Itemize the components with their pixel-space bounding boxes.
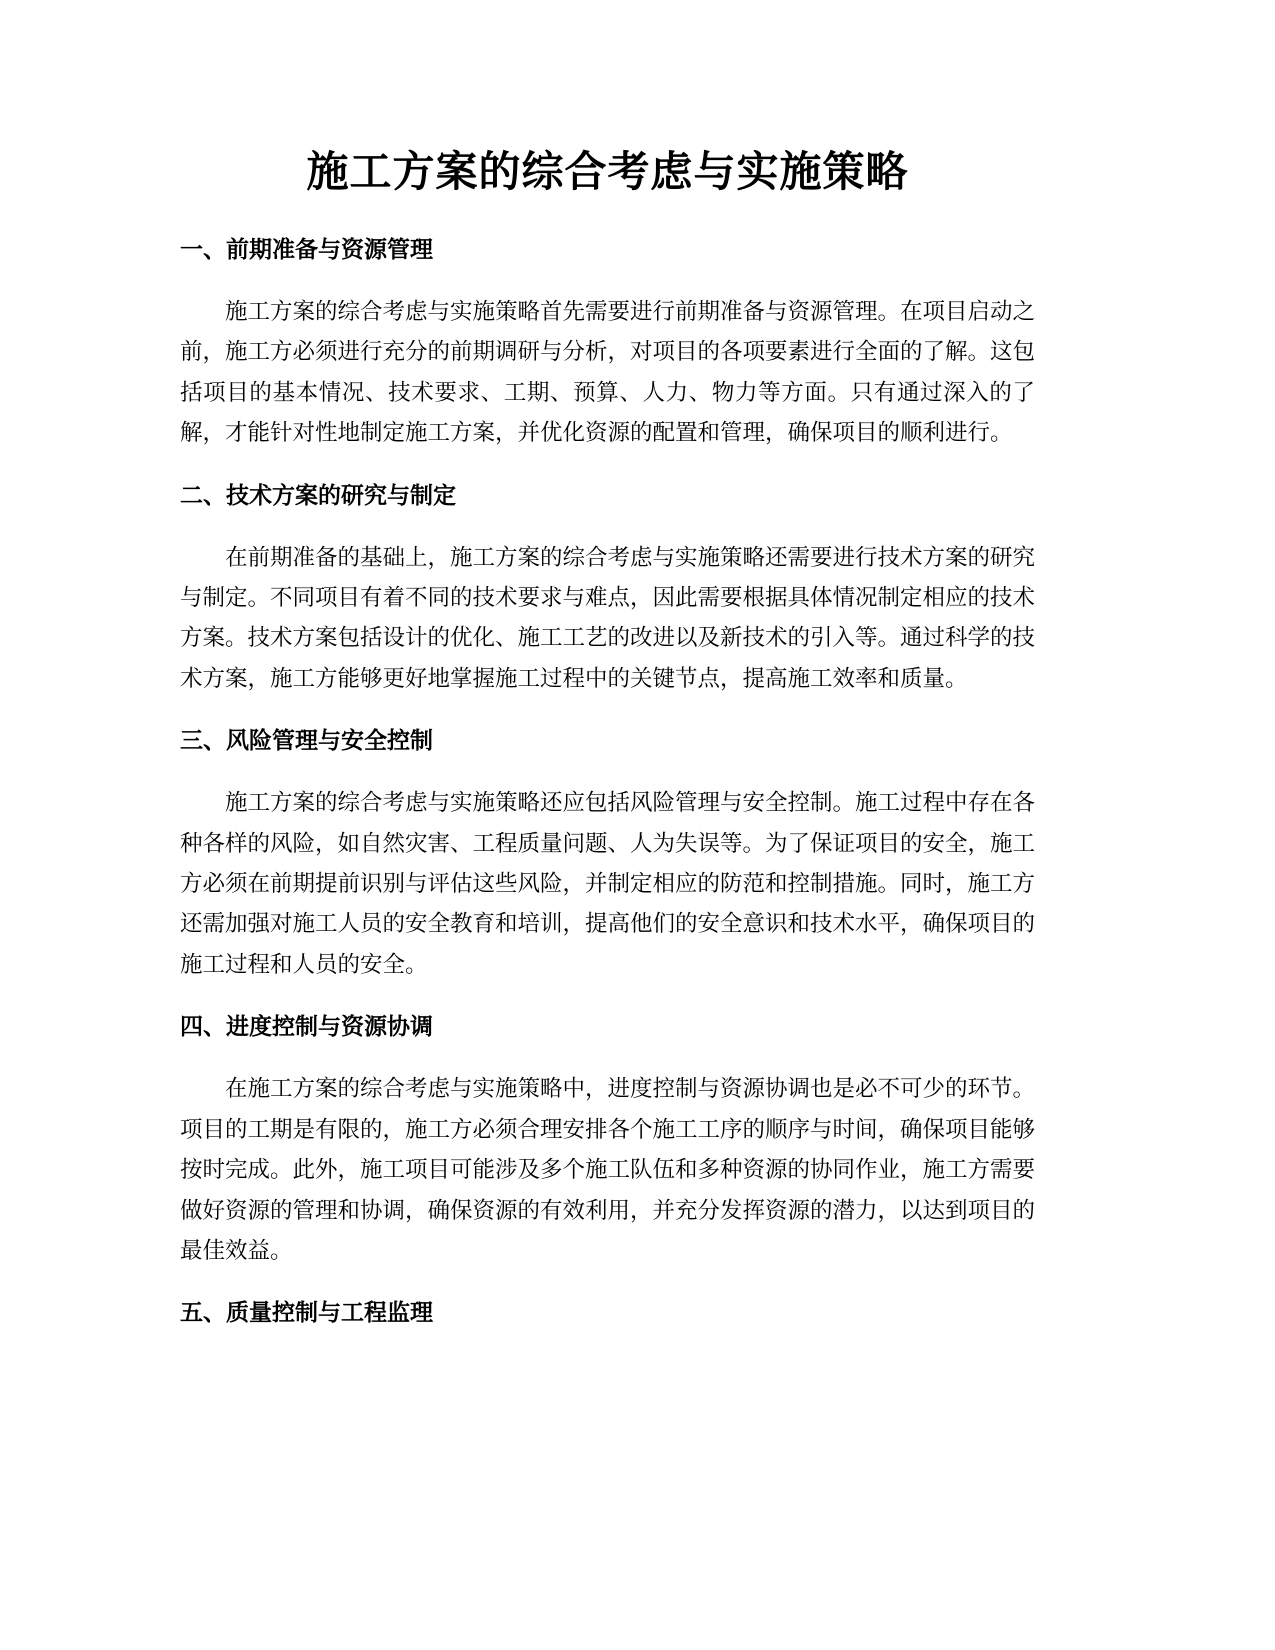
section-paragraph: 在施工方案的综合考虑与实施策略中，进度控制与资源协调也是必不可少的环节。项目的工期是有限的，施工方必须合理安排各个施工工序的顺序与时间，确保项目能够按时完成。此外，施工项目可能涉及多个施工队伍和多种资源的协同作业，施工方需要做好资源的管理和协调，确保资源的有效利用，并充分发挥资源的潜力，以达到项目的最佳效益。	[180, 1076, 1036, 1264]
section-paragraph: 施工方案的综合考虑与实施策略首先需要进行前期准备与资源管理。在项目启动之前，施工方必须进行充分的前期调研与分析，对项目的各项要素进行全面的了解。这包括项目的基本情况、技术要求、工期、预算、人力、物力等方面。只有通过深入的了解，才能针对性地制定施工方案，并优化资源的配置和管理，确保项目的顺利进行。	[180, 299, 1036, 447]
section-schedule-resources	[180, 1009, 1035, 1271]
section-heading: 五、质量控制与工程监理	[180, 1300, 433, 1327]
section-technical-plan	[180, 478, 1035, 700]
document-title: 施工方案的综合考虑与实施策略	[306, 147, 909, 196]
section-preparation	[180, 232, 1035, 454]
section-paragraph: 在前期准备的基础上，施工方案的综合考虑与实施策略还需要进行技术方案的研究与制定。不同项目有着不同的技术要求与难点，因此需要根据具体情况制定相应的技术方案。技术方案包括设计的优化、施工工艺的改进以及新技术的引入等。通过科学的技术方案，施工方能够更好地掌握施工过程中的关键节点，提高施工效率和质量。	[180, 544, 1036, 692]
section-heading: 二、技术方案的研究与制定	[180, 482, 456, 509]
section-heading: 四、进度控制与资源协调	[180, 1014, 433, 1041]
section-risk-safety	[180, 723, 1035, 985]
document-page	[180, 140, 1035, 1355]
section-quality-supervision	[180, 1295, 1035, 1331]
section-heading: 三、风险管理与安全控制	[180, 728, 433, 755]
section-heading: 一、前期准备与资源管理	[180, 237, 433, 263]
section-paragraph: 施工方案的综合考虑与实施策略还应包括风险管理与安全控制。施工过程中存在各种各样的风险，如自然灾害、工程质量问题、人为失误等。为了保证项目的安全，施工方必须在前期提前识别与评估这些风险，并制定相应的防范和控制措施。同时，施工方还需加强对施工人员的安全教育和培训，提高他们的安全意识和技术水平，确保项目的施工过程和人员的安全。	[180, 790, 1036, 978]
